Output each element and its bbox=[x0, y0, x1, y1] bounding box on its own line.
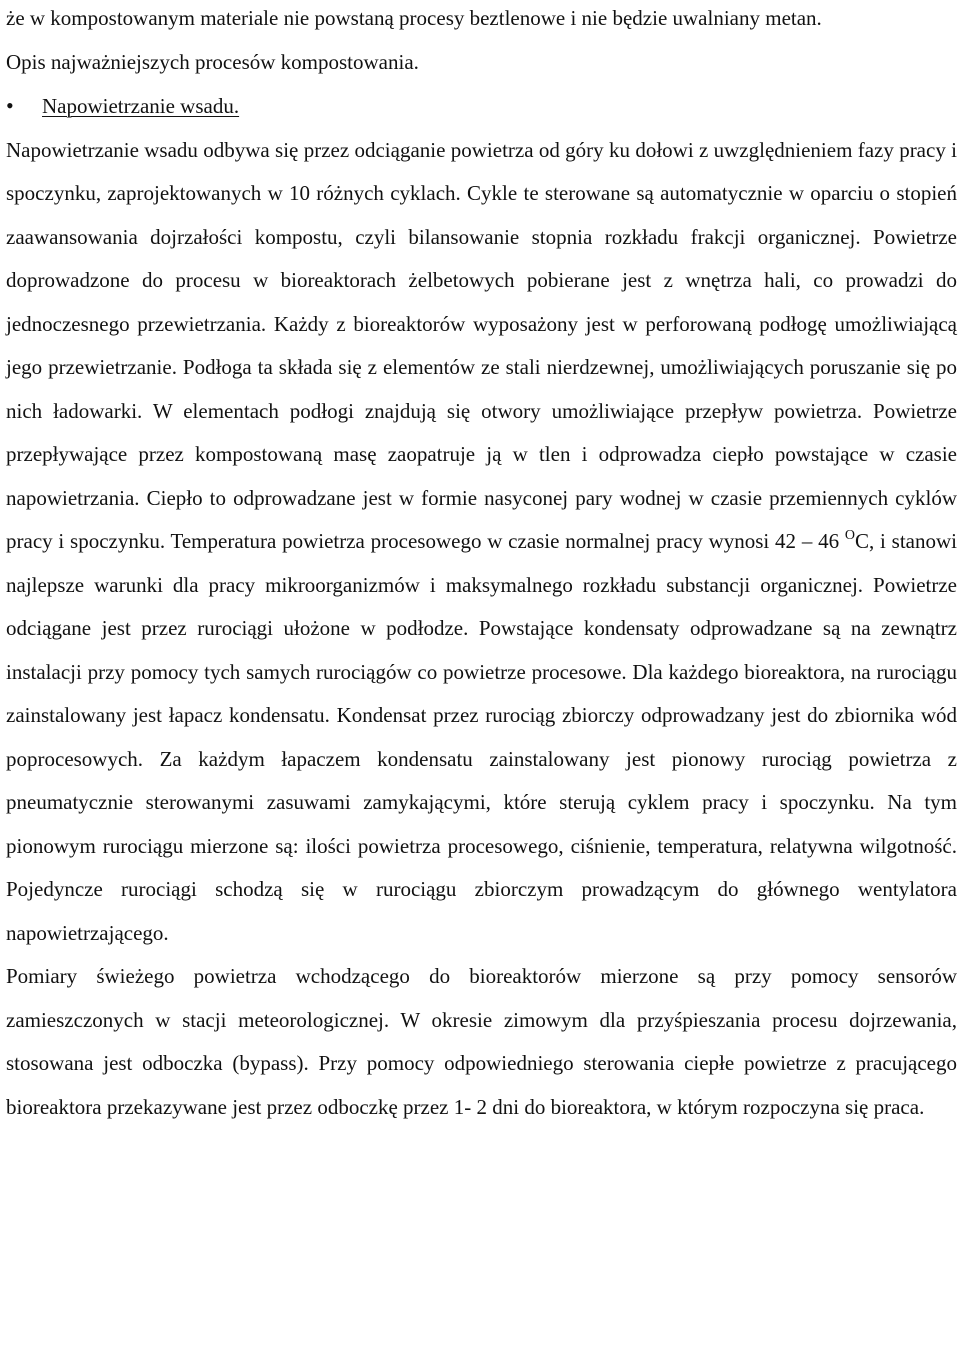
aeration-paragraph bbox=[6, 129, 957, 956]
intro-paragraph: że w kompostowanym materiale nie powstaną procesy beztlenowe i nie będzie uwalniany metan. bbox=[6, 6, 822, 30]
degree-superscript: O bbox=[844, 528, 856, 543]
section-heading: Opis najważniejszych procesów kompostowania. bbox=[6, 49, 419, 74]
document-page bbox=[6, 0, 957, 1129]
fresh-air-paragraph: Pomiary świeżego powietrza wchodzącego do bioreaktorów mierzone są przy pomocy sensorów zamieszczonych w stacji meteorologicznej. W okresie zimowym dla przyśpieszania procesu dojrzewania, stosowana jest odboczka (bypass). Przy pomocy odpowiedniego sterowania ciepłe powietrze z pracującego bioreaktora przekazywane jest przez odboczkę przez 1- 2 dni do bioreaktora, w którym rozpoczyna się praca. bbox=[6, 964, 957, 1119]
bullet-icon: • bbox=[6, 93, 14, 118]
bullet-item bbox=[6, 84, 957, 129]
bullet-label: Napowietrzanie wsadu. bbox=[42, 94, 240, 118]
aeration-text-after: C, i stanowi najlepsze warunki dla pracy mikroorganizmów i maksymalnego rozkładu substancji organicznej. Powietrze odciągane jest przez rurociągi ułożone w podłodze. Powstające kondensaty odprowadzane są na zewnątrz instalacji przy pomocy tych samych rurociągów co powietrze procesowe. Dla każdego bioreaktora, na rurociągu zainstalowany jest łapacz kondensatu. Kondensat przez rurociąg zbiorczy odprowadzany jest do zbiornika wód poprocesowych. Za każdym łapaczem kondensatu zainstalowany jest pionowy rurociąg powietrza z pneumatycznie sterowanymi zasuwami zamykającymi, które sterują cyklem pracy i spoczynku. Na tym pionowym rurociągu mierzone są: ilości powietrza procesowego, ciśnienie, temperatura, relatywna wilgotność. Pojedyncze rurociągi schodzą się w rurociągu zbiorczym prowadzącym do głównego wentylatora napowietrzającego. bbox=[6, 529, 957, 945]
aeration-text-before: Napowietrzanie wsadu odbywa się przez odciąganie powietrza od góry ku dołowi z uwzględnieniem fazy pracy i spoczynku, zaprojektowanych w 10 różnych cyklach. Cykle te sterowane są automatycznie w oparciu o stopień zaawansowania dojrzałości kompostu, czyli bilansowanie stopnia rozkładu frakcji organicznej. Powietrze doprowadzone do procesu w bioreaktorach żelbetowych pobierane jest z wnętrza hali, co prowadzi do jednoczesnego przewietrzania. Każdy z bioreaktorów wyposażony jest w perforowaną podłogę umożliwiającą jego przewietrzanie. Podłoga ta składa się z elementów ze stali nierdzewnej, umożliwiających poruszanie się po nich ładowarki. W elementach podłogi znajdują się otwory umożliwiające przepływ powietrza. Powietrze przepływające przez kompostowaną masę zaopatruje ją w tlen i odprowadza ciepło powstające w czasie napowietrzania. Ciepło to odprowadzane jest w formie nasyconej pary wodnej w czasie przemiennych cyklów pracy i spoczynku. Temperatura powietrza procesowego w czasie normalnej pracy wynosi 42 – 46 bbox=[6, 137, 957, 553]
